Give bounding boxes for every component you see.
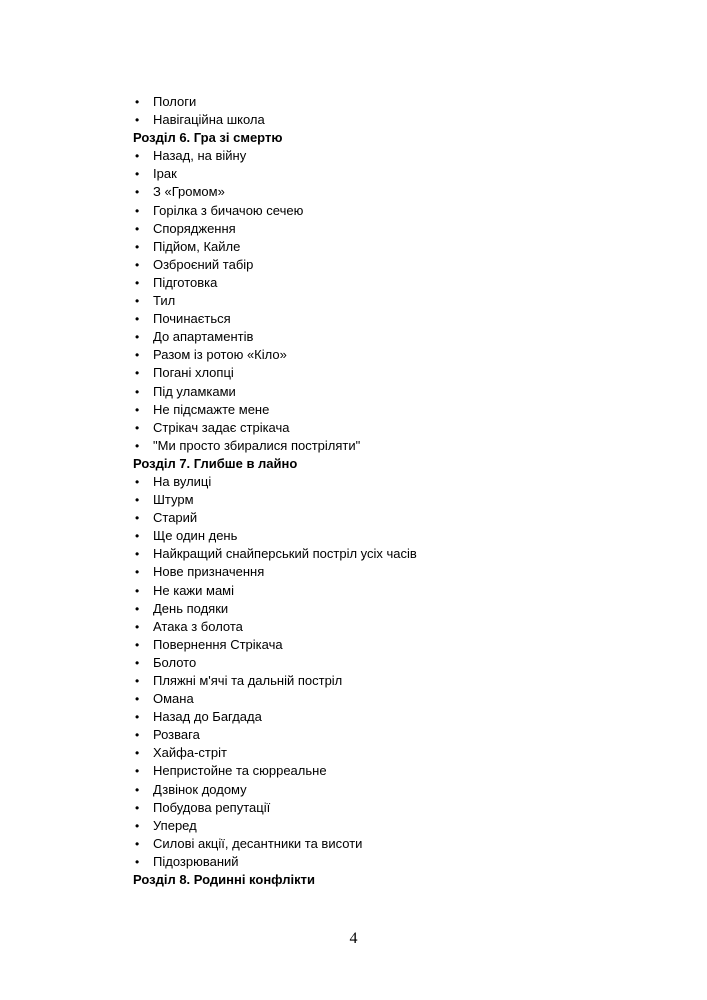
- list-item: [133, 835, 653, 853]
- list-item: [133, 491, 653, 509]
- list-item: [133, 364, 653, 382]
- bullet-icon: •: [135, 547, 140, 562]
- list-item: [133, 328, 653, 346]
- list-item: [133, 600, 653, 618]
- bullet-icon: •: [135, 619, 140, 634]
- list-item-text: Підозрюваний: [153, 853, 239, 869]
- list-item: [133, 346, 653, 364]
- bullet-icon: •: [135, 782, 140, 797]
- list-item-text: Ще один день: [153, 528, 238, 544]
- list-item-text: Навігаційна школа: [153, 112, 265, 128]
- bullet-icon: •: [135, 818, 140, 833]
- list-item-text: Пляжні м'ячі та дальній постріл: [153, 673, 343, 688]
- list-item: [133, 672, 653, 690]
- list-item-text: Силові акції, десантники та висоти: [153, 835, 363, 851]
- list-item: [133, 762, 653, 780]
- list-item: [133, 799, 653, 817]
- bullet-icon: •: [135, 294, 140, 309]
- bullet-icon: •: [135, 529, 140, 544]
- bullet-icon: •: [135, 565, 140, 580]
- bullet-icon: •: [135, 239, 140, 254]
- list-item-text: Погані хлопці: [153, 365, 234, 381]
- list-item: [133, 527, 653, 545]
- bullet-icon: •: [135, 330, 140, 345]
- list-item: [133, 509, 653, 527]
- list-item: [133, 310, 653, 328]
- section-heading: Розділ 8. Родинні конфлікти: [133, 872, 315, 888]
- list-item-text: Омана: [153, 691, 194, 707]
- section-heading: Розділ 6. Гра зі смертю: [133, 130, 283, 146]
- section-heading: Розділ 7. Глибше в лайно: [133, 455, 298, 471]
- list-item-text: Починається: [153, 311, 231, 327]
- list-item: [133, 256, 653, 274]
- bullet-icon: •: [135, 583, 140, 598]
- bullet-icon: •: [135, 601, 140, 616]
- list-item: [133, 708, 653, 726]
- list-item-text: Пологи: [153, 94, 197, 109]
- bullet-icon: •: [135, 348, 140, 363]
- list-item: [133, 781, 653, 799]
- bullet-icon: •: [135, 800, 140, 815]
- list-item: [133, 183, 653, 201]
- list-item: [133, 111, 653, 129]
- list-item-text: Повернення Стрікача: [153, 636, 283, 652]
- list-item-text: До апартаментів: [153, 329, 254, 345]
- list-item: [133, 292, 653, 310]
- list-item: [133, 726, 653, 744]
- list-item-text: Під уламками: [153, 383, 236, 399]
- bullet-icon: •: [135, 113, 140, 128]
- list-item: [133, 817, 653, 835]
- list-item: [133, 563, 653, 581]
- bullet-icon: •: [135, 312, 140, 327]
- bullet-icon: •: [135, 384, 140, 399]
- bullet-icon: •: [135, 728, 140, 743]
- list-item-text: Розвага: [153, 727, 200, 743]
- bullet-icon: •: [135, 511, 140, 526]
- bullet-icon: •: [135, 221, 140, 236]
- list-item: [133, 744, 653, 762]
- list-item-text: Підйом, Кайле: [153, 238, 241, 254]
- bullet-icon: •: [135, 674, 140, 688]
- list-item-text: Назад до Багдада: [153, 709, 262, 725]
- list-item: [133, 545, 653, 563]
- list-item: [133, 654, 653, 672]
- list-item: [133, 274, 653, 292]
- bullet-icon: •: [135, 185, 140, 200]
- bullet-icon: •: [135, 692, 140, 707]
- bullet-icon: •: [135, 257, 140, 272]
- page-number: 4: [349, 930, 358, 947]
- bullet-icon: •: [135, 167, 140, 182]
- bullet-icon: •: [135, 402, 140, 417]
- bullet-icon: •: [135, 637, 140, 652]
- list-item-text: З «Громом»: [153, 184, 225, 200]
- bullet-icon: •: [135, 438, 140, 453]
- list-item-text: Не підсмажте мене: [153, 401, 270, 417]
- list-item: [133, 383, 653, 401]
- bullet-icon: •: [135, 710, 140, 725]
- bullet-icon: •: [135, 366, 140, 381]
- list-item-text: Уперед: [153, 817, 197, 833]
- list-item: [133, 690, 653, 708]
- list-item-text: Атака з болота: [153, 618, 243, 634]
- list-item: [133, 473, 653, 491]
- list-item: [133, 401, 653, 419]
- list-item-text: На вулиці: [153, 473, 212, 489]
- bullet-icon: •: [135, 420, 140, 435]
- list-item: [133, 437, 653, 455]
- list-item: [133, 618, 653, 636]
- list-item-text: Стрікач задає стрікача: [153, 419, 290, 435]
- bullet-icon: •: [135, 275, 140, 290]
- list-item-text: Побудова репутації: [153, 799, 271, 815]
- bullet-icon: •: [135, 493, 140, 508]
- bullet-icon: •: [135, 836, 140, 851]
- list-item: [133, 165, 653, 183]
- list-item-text: Дзвінок додому: [153, 781, 247, 797]
- list-item: [133, 202, 653, 220]
- table-of-contents: [133, 93, 653, 889]
- list-item-text: Горілка з бичачою сечею: [153, 202, 304, 218]
- bullet-icon: •: [135, 854, 140, 869]
- list-item-text: Назад, на війну: [153, 148, 247, 164]
- list-item-text: Нове призначення: [153, 564, 265, 580]
- list-item: [133, 419, 653, 437]
- list-item-text: Не кажи мамі: [153, 582, 234, 598]
- list-item-text: "Ми просто збиралися постріляти": [153, 437, 361, 453]
- list-item-text: Разом із ротою «Кіло»: [153, 347, 287, 363]
- list-item-text: Хайфа-стріт: [153, 745, 227, 761]
- list-item-text: Тил: [153, 293, 176, 309]
- bullet-icon: •: [135, 764, 140, 779]
- list-item-text: Непристойне та сюрреальне: [153, 763, 327, 779]
- bullet-icon: •: [135, 203, 140, 218]
- list-item: [133, 147, 653, 165]
- list-item-text: Озброєний табір: [153, 256, 254, 272]
- list-item: [133, 636, 653, 654]
- list-item: [133, 93, 653, 111]
- list-item-text: Підготовка: [153, 274, 218, 290]
- bullet-icon: •: [135, 474, 140, 489]
- list-item: [133, 582, 653, 600]
- bullet-icon: •: [135, 95, 140, 109]
- list-item-text: Найкращий снайперський постріл усіх часів: [153, 546, 417, 562]
- bullet-icon: •: [135, 149, 140, 164]
- list-item-text: Спорядження: [153, 220, 236, 236]
- bullet-icon: •: [135, 655, 140, 670]
- list-item: [133, 220, 653, 238]
- list-item: [133, 238, 653, 256]
- list-item-text: Старий: [153, 510, 198, 526]
- list-item: [133, 853, 653, 871]
- bullet-icon: •: [135, 746, 140, 761]
- list-item-text: Штурм: [153, 492, 194, 508]
- list-item-text: Болото: [153, 654, 197, 670]
- list-item-text: День подяки: [153, 600, 229, 616]
- list-item-text: Ірак: [153, 166, 177, 182]
